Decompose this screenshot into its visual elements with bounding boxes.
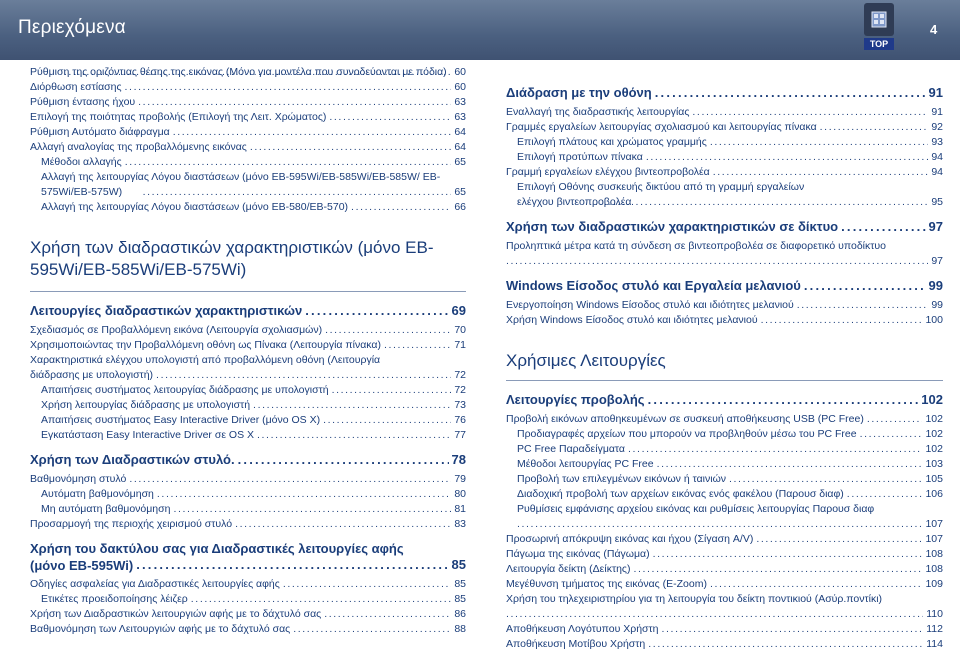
- toc-section[interactable]: Διάδραση με την οθόνη ..... 91: [506, 84, 943, 102]
- home-icon: [871, 11, 887, 28]
- toc-entry-dots[interactable]: ..... 65: [30, 185, 466, 200]
- toc-entry[interactable]: Προβολή των επιλεγμένων εικόνων ή ταινιών ..... 105: [506, 472, 943, 487]
- toc-entry[interactable]: Επιλογή προτύπων πίνακα ..... 94: [506, 150, 943, 165]
- toc-entry[interactable]: Επιλογή της ποιότητας προβολής (Επιλογή της Λειτ. Χρώματος) ..... 63: [30, 110, 466, 125]
- toc-entry[interactable]: Σχεδιασμός σε Προβαλλόμενη εικόνα (Λειτουργία σχολιασμών) ..... 70: [30, 323, 466, 338]
- toc-entry[interactable]: Μέθοδοι αλλαγής ..... 65: [30, 155, 466, 170]
- header-bar: [0, 0, 960, 60]
- toc-left-column: [30, 65, 466, 637]
- toc-entry-dots[interactable]: ..... 110: [506, 607, 943, 622]
- chapter-title: Χρήσιμες Λειτουργίες: [506, 350, 943, 381]
- toc-entry-dots[interactable]: ..... 72: [30, 368, 466, 383]
- toc-entry[interactable]: Επιλογή Οθόνης συσκευής δικτύου από τη γραμμή εργαλείων ελέγχου βιντεοπροβολέα: [517, 181, 805, 208]
- page-title: Περιεχόμενα: [18, 17, 126, 38]
- toc-entry[interactable]: Ρυθμίσεις εμφάνισης αρχείου εικόνας και ρυθμίσεις λειτουργίας Παρουσ διαφ: [517, 503, 875, 515]
- toc-entry[interactable]: Οδηγίες ασφαλείας για Διαδραστικές λειτουργίες αφής ..... 85: [30, 577, 466, 592]
- toc-entry[interactable]: Προβολή εικόνων αποθηκευμένων σε συσκευή αποθήκευσης USB (PC Free) ..... 102: [506, 412, 943, 427]
- toc-section[interactable]: Χρήση των διαδραστικών χαρακτηριστικών σε δίκτυο ..... 97: [506, 218, 943, 236]
- toc-section[interactable]: Χρήση του δακτύλου σας για Διαδραστικές λειτουργίες αφής (μόνο EB-595Wi): [30, 541, 404, 573]
- toc-section-dots[interactable]: ..... 85: [30, 556, 466, 574]
- toc-entry-dots[interactable]: [30, 65, 466, 80]
- toc-entry[interactable]: Χαρακτηριστικά ελέγχου υπολογιστή από προβαλλόμενη οθόνη (Λειτουργία διάδρασης με υπολογιστή): [30, 354, 381, 381]
- toc-entry[interactable]: Πάγωμα της εικόνας (Πάγωμα) ..... 108: [506, 547, 943, 562]
- toc-entry[interactable]: Προσωρινή απόκρυψη εικόνας και ήχου (Σίγαση A/V) ..... 107: [506, 532, 943, 547]
- toc-entry[interactable]: Αλλαγή της λειτουργίας Λόγου διαστάσεων (μόνο EB-595Wi/EB-585Wi/EB-585W/ EB-575Wi/EB-575W): [41, 171, 441, 198]
- chapter-title: Χρήση των διαδραστικών χαρακτηριστικών (μόνο EB-595Wi/EB-585Wi/EB-575Wi): [30, 237, 466, 292]
- toc-entry[interactable]: Διόρθωση εστίασης ..... 60: [30, 80, 466, 95]
- top-button-label[interactable]: TOP: [864, 38, 894, 50]
- toc-entry[interactable]: Εναλλαγή της διαδραστικής λειτουργίας ..... 91: [506, 105, 943, 120]
- toc-entry[interactable]: Απαιτήσεις συστήματος λειτουργίας διάδρασης με υπολογιστή ..... 72: [30, 383, 466, 398]
- toc-right-column: [506, 84, 943, 652]
- toc-entry[interactable]: Επιλογή πλάτους και χρώματος γραμμής ..... 93: [506, 135, 943, 150]
- toc-entry[interactable]: Χρήση λειτουργίας διάδρασης με υπολογιστή ..... 73: [30, 398, 466, 413]
- toc-entry[interactable]: Ρύθμιση Αυτόματο διάφραγμα ..... 64: [30, 125, 466, 140]
- page-number: 4: [930, 22, 938, 37]
- toc-entry[interactable]: Γραμμές εργαλείων λειτουργίας σχολιασμού και λειτουργίας πίνακα ..... 92: [506, 120, 943, 135]
- toc-entry[interactable]: Διαδοχική προβολή των αρχείων εικόνας ενός φακέλου (Παρουσ διαφ) ..... 106: [506, 487, 943, 502]
- toc-section[interactable]: Λειτουργίες διαδραστικών χαρακτηριστικών ..... 69: [30, 302, 466, 320]
- toc-entry[interactable]: Μη αυτόματη βαθμονόμηση ..... 81: [30, 502, 466, 517]
- top-button-box[interactable]: [864, 3, 894, 36]
- toc-entry[interactable]: Βαθμονόμηση των Λειτουργιών αφής με το δάχτυλό σας ..... 88: [30, 622, 466, 637]
- toc-entry[interactable]: Αποθήκευση Μοτίβου Χρήστη ..... 114: [506, 637, 943, 652]
- toc-entry-dots[interactable]: ..... 107: [506, 517, 943, 532]
- toc-page[interactable]: 60: [454, 66, 466, 78]
- toc-entry[interactable]: Μέθοδοι λειτουργίας PC Free ..... 103: [506, 457, 943, 472]
- toc-entry-text[interactable]: Ρύθμιση της οριζόντιας θέσης της εικόνας (Μόνο για μοντέλα που συνοδεύονται με πόδια): [30, 66, 447, 78]
- toc-entry[interactable]: Μεγέθυνση τμήματος της εικόνας (E-Zoom) ..... 109: [506, 577, 943, 592]
- toc-entry[interactable]: Προδιαγραφές αρχείων που μπορούν να προβληθούν μέσω του PC Free ..... 102: [506, 427, 943, 442]
- toc-entry[interactable]: Αποθήκευση Λογότυπου Χρήστη ..... 112: [506, 622, 943, 637]
- toc-entry[interactable]: Λειτουργία δείκτη (Δείκτης) ..... 108: [506, 562, 943, 577]
- toc-entry[interactable]: PC Free Παραδείγματα ..... 102: [506, 442, 943, 457]
- top-button[interactable]: [864, 3, 894, 50]
- toc-section[interactable]: Windows Είσοδος στυλό και Εργαλεία μελανιού ..... 99: [506, 277, 943, 295]
- toc-section[interactable]: Χρήση των Διαδραστικών στυλό. ..... 78: [30, 451, 466, 469]
- toc-entry[interactable]: Χρησιμοποιώντας την Προβαλλόμενη οθόνη ως Πίνακα (Λειτουργία πίνακα) ..... 71: [30, 338, 466, 353]
- toc-entry[interactable]: Προσαρμογή της περιοχής χειρισμού στυλό ..... 83: [30, 517, 466, 532]
- toc-entry[interactable]: Χρήση Windows Είσοδος στυλό και ιδιότητες μελανιού ..... 100: [506, 313, 943, 328]
- toc-entry[interactable]: Γραμμή εργαλείων ελέγχου βιντεοπροβολέα ..... 94: [506, 165, 943, 180]
- toc-entry-dots[interactable]: ..... 97: [506, 254, 943, 269]
- toc-entry[interactable]: Ενεργοποίηση Windows Είσοδος στυλό και ιδιότητες μελανιού ..... 99: [506, 298, 943, 313]
- toc-entry[interactable]: Αλλαγή της λειτουργίας Λόγου διαστάσεων (μόνο EB-580/EB-570) ..... 66: [30, 200, 466, 215]
- toc-entry[interactable]: Εγκατάσταση Easy Interactive Driver σε OS X ..... 77: [30, 428, 466, 443]
- toc-entry[interactable]: Χρήση του τηλεχειριστηρίου για τη λειτουργία του δείκτη ποντικιού (Ασύρ.ποντίκι): [506, 593, 883, 605]
- toc-entry[interactable]: Αυτόματη βαθμονόμηση ..... 80: [30, 487, 466, 502]
- toc-entry[interactable]: Απαιτήσεις συστήματος Easy Interactive Driver (μόνο OS X) ..... 76: [30, 413, 466, 428]
- toc-entry[interactable]: Χρήση των Διαδραστικών λειτουργιών αφής με το δάχτυλό σας ..... 86: [30, 607, 466, 622]
- toc-entry[interactable]: Προληπτικά μέτρα κατά τη σύνδεση σε βιντεοπροβολέα σε διαφορετικό υποδίκτυο: [506, 240, 886, 252]
- toc-entry[interactable]: Ετικέτες προειδοποίησης λέιζερ ..... 85: [30, 592, 466, 607]
- toc-entry[interactable]: Αλλαγή αναλογίας της προβαλλόμενης εικόνας ..... 64: [30, 140, 466, 155]
- toc-entry[interactable]: Ρύθμιση έντασης ήχου ..... 63: [30, 95, 466, 110]
- toc-entry[interactable]: Βαθμονόμηση στυλό ..... 79: [30, 472, 466, 487]
- toc-section[interactable]: Λειτουργίες προβολής ..... 102: [506, 391, 943, 409]
- toc-entry-dots[interactable]: ..... 95: [506, 195, 943, 210]
